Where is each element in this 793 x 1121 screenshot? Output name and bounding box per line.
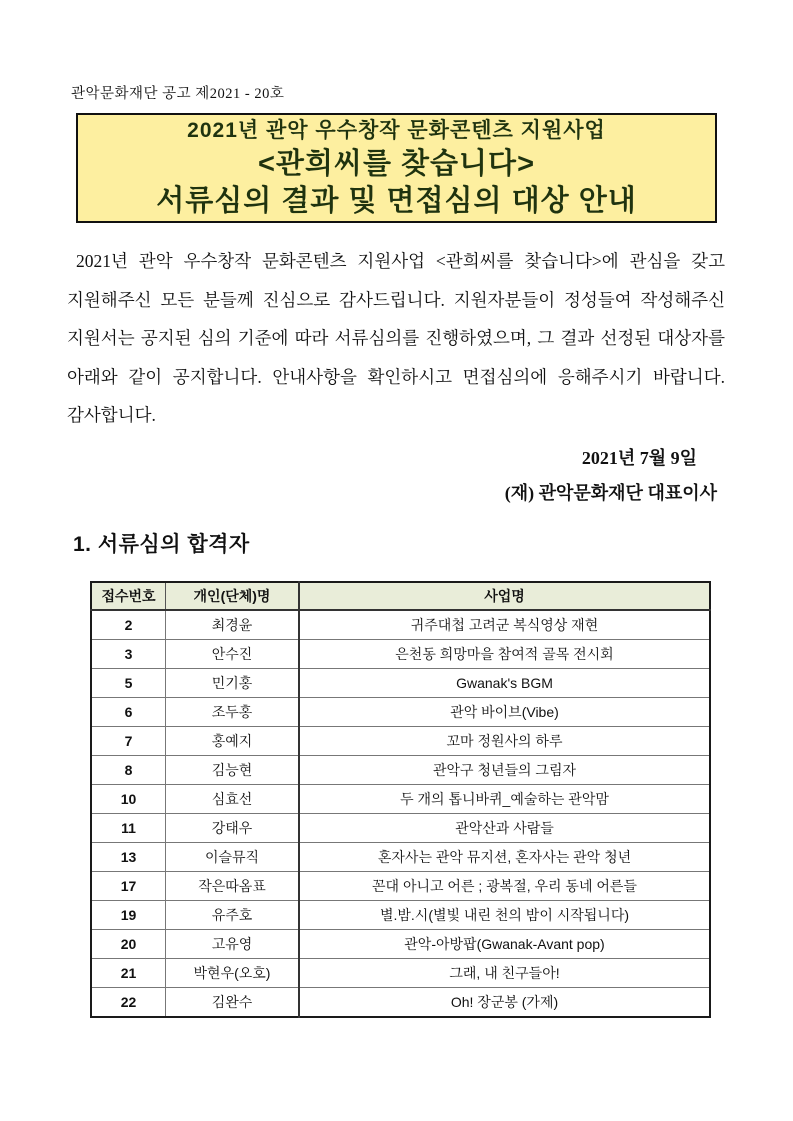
- table-row: [91, 988, 710, 1018]
- cell-applicant-name: 민기홍: [166, 669, 300, 698]
- banner-program-title: <관희씨를 찾습니다>: [257, 148, 536, 180]
- cell-project-name: 혼자사는 관악 뮤지션, 혼자사는 관악 청년: [299, 843, 710, 872]
- cell-project-name: 별.밤.시(별빛 내린 천의 밤이 시작됩니다): [299, 901, 710, 930]
- col-header-applicant-name: 개인(단체)명: [166, 582, 300, 610]
- cell-applicant-name: 이슬뮤직: [166, 843, 300, 872]
- table-row: [91, 901, 710, 930]
- cell-project-name: 관악구 청년들의 그림자: [299, 756, 710, 785]
- cell-applicant-name: 고유영: [166, 930, 300, 959]
- announcement-paragraph: 2021년 관악 우수창작 문화콘텐츠 지원사업 <관희씨를 찾습니다>에 관심을 갖고 지원해주신 모든 분들께 진심으로 감사드립니다. 지원자분들이 정성들여 작성해주신 지원서는 공지된 심의 기준에 따라 서류심의를 진행하였으며, 그 결과 선정된 대상자를 아래와 같이 공지합니다. 안내사항을 확인하시고 면접심의에 응해주시기 바랍니다. 감사합니다.: [67, 251, 725, 425]
- issuer-name: (재) 관악문화재단 대표이사: [504, 483, 717, 503]
- cell-entry-number: 21: [91, 959, 166, 988]
- doc-number: 관악문화재단 공고 제2021 - 20호: [71, 86, 285, 102]
- cell-project-name: 그래, 내 친구들아!: [299, 959, 710, 988]
- cell-project-name: 은천동 희망마을 참여적 골목 전시회: [299, 640, 710, 669]
- cell-project-name: 관악-아방팝(Gwanak-Avant pop): [299, 930, 710, 959]
- cell-applicant-name: 김완수: [166, 988, 300, 1018]
- cell-project-name: 관악산과 사람들: [299, 814, 710, 843]
- cell-applicant-name: 홍예지: [166, 727, 300, 756]
- table-body: [91, 610, 710, 1017]
- cell-applicant-name: 유주호: [166, 901, 300, 930]
- table-row: [91, 610, 710, 640]
- signature-block: [505, 441, 717, 511]
- table-row: [91, 698, 710, 727]
- cell-entry-number: 6: [91, 698, 166, 727]
- table-row: [91, 785, 710, 814]
- cell-entry-number: 5: [91, 669, 166, 698]
- cell-entry-number: 13: [91, 843, 166, 872]
- banner-subtitle: 2021년 관악 우수창작 문화콘텐츠 지원사업: [187, 119, 606, 142]
- cell-project-name: 꼬마 정원사의 하루: [299, 727, 710, 756]
- cell-applicant-name: 조두홍: [166, 698, 300, 727]
- cell-project-name: Gwanak's BGM: [299, 669, 710, 698]
- cell-project-name: 두 개의 톱니바퀴_예술하는 관악맘: [299, 785, 710, 814]
- pass-list-table-wrap: [90, 581, 711, 1018]
- cell-entry-number: 10: [91, 785, 166, 814]
- cell-entry-number: 11: [91, 814, 166, 843]
- cell-project-name: 귀주대첩 고려군 복식영상 재현: [299, 610, 710, 640]
- table-row: [91, 959, 710, 988]
- table-row: [91, 669, 710, 698]
- cell-applicant-name: 강태우: [166, 814, 300, 843]
- cell-entry-number: 7: [91, 727, 166, 756]
- table-row: [91, 872, 710, 901]
- col-header-project-name: 사업명: [299, 582, 710, 610]
- cell-entry-number: 8: [91, 756, 166, 785]
- cell-project-name: Oh! 장군봉 (가제): [299, 988, 710, 1018]
- title-banner: [76, 113, 717, 223]
- table-row: [91, 727, 710, 756]
- cell-applicant-name: 김능현: [166, 756, 300, 785]
- cell-entry-number: 3: [91, 640, 166, 669]
- cell-project-name: 꼰대 아니고 어른 ; 광복절, 우리 동네 어른들: [299, 872, 710, 901]
- col-header-entry-number: 접수번호: [91, 582, 166, 610]
- cell-applicant-name: 최경윤: [166, 610, 300, 640]
- cell-entry-number: 19: [91, 901, 166, 930]
- cell-applicant-name: 박현우(오호): [166, 959, 300, 988]
- cell-entry-number: 17: [91, 872, 166, 901]
- cell-project-name: 관악 바이브(Vibe): [299, 698, 710, 727]
- cell-entry-number: 20: [91, 930, 166, 959]
- cell-applicant-name: 작은따옴표: [166, 872, 300, 901]
- cell-entry-number: 22: [91, 988, 166, 1018]
- section-heading: 1. 서류심의 합격자: [73, 533, 250, 556]
- table-row: [91, 640, 710, 669]
- cell-applicant-name: 심효선: [166, 785, 300, 814]
- announcement-date: 2021년 7월 9일: [581, 448, 697, 468]
- table-row: [91, 930, 710, 959]
- banner-announcement-title: 서류심의 결과 및 면접심의 대상 안내: [156, 185, 637, 217]
- cell-entry-number: 2: [91, 610, 166, 640]
- pass-list-table: [90, 581, 711, 1018]
- table-header-row: [91, 582, 710, 610]
- table-row: [91, 814, 710, 843]
- table-row: [91, 756, 710, 785]
- cell-applicant-name: 안수진: [166, 640, 300, 669]
- table-row: [91, 843, 710, 872]
